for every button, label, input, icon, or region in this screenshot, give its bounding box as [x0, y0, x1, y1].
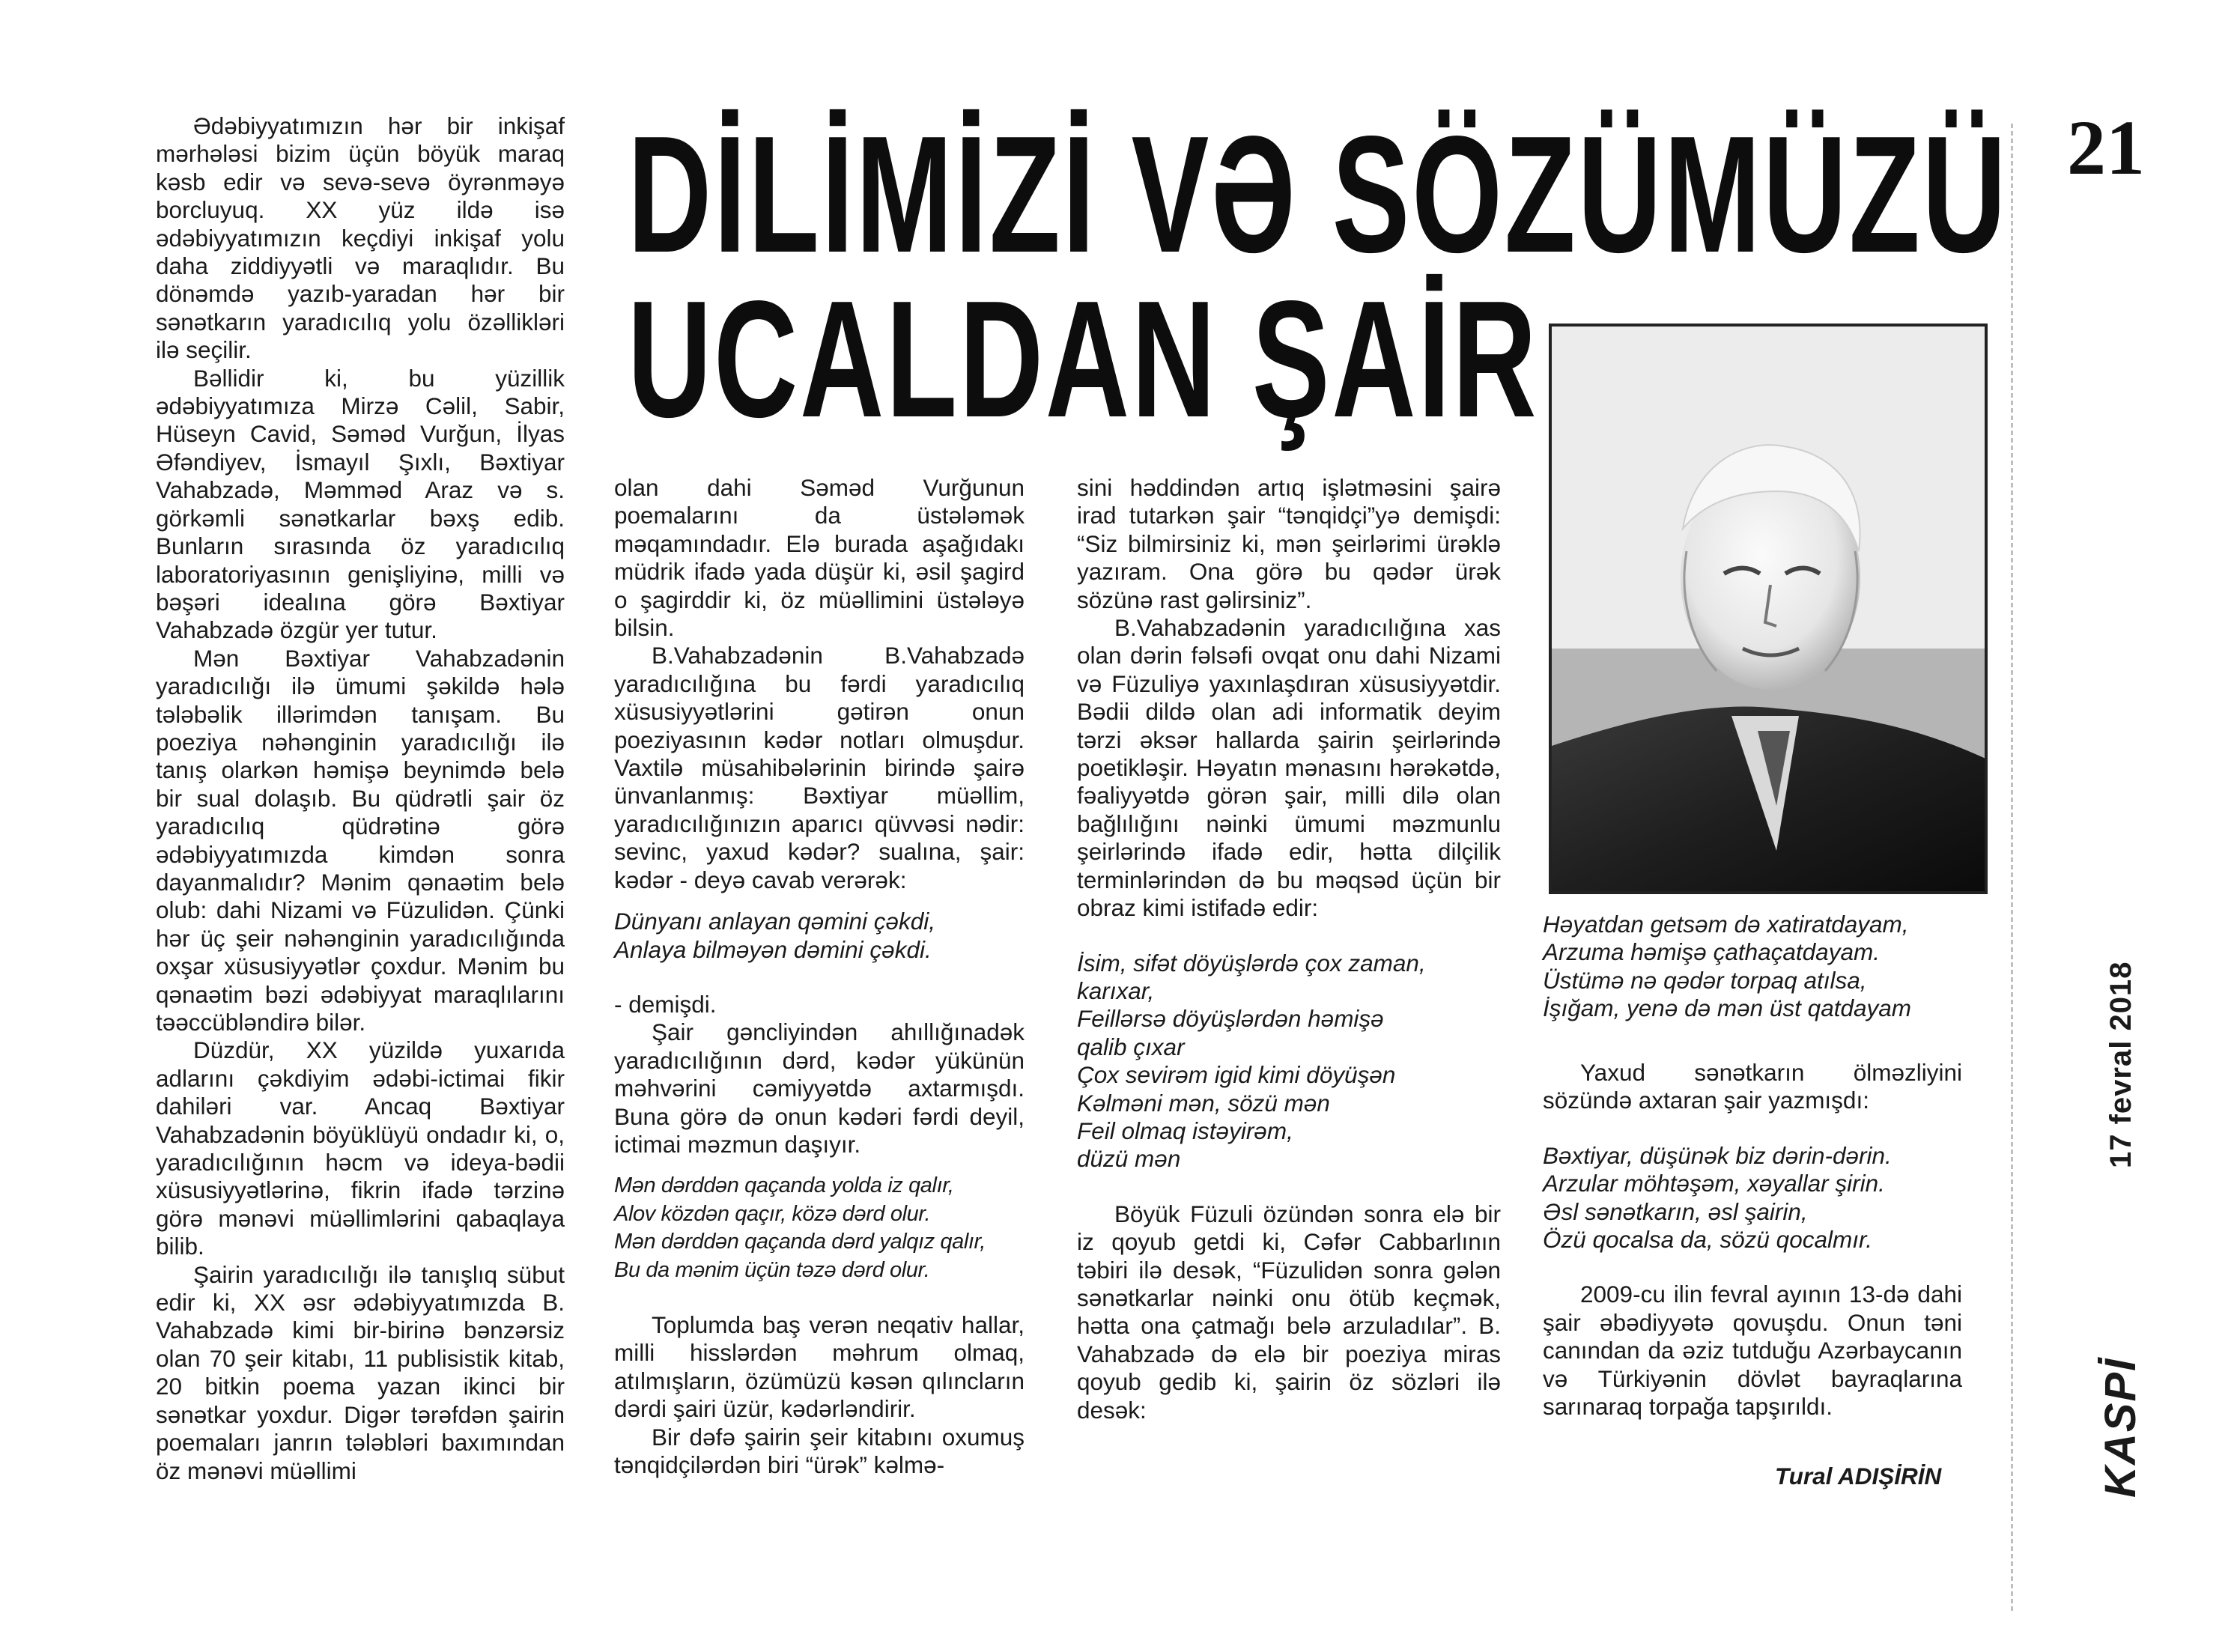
poem-line: İşığam, yenə də mən üst qatdayam	[1543, 994, 1912, 1022]
portrait-illustration	[1552, 327, 1988, 894]
headline-line-2: UCALDAN ŞAİR	[628, 267, 1539, 452]
poem-line: Üstümə nə qədər torpaq atılsa,	[1543, 966, 1867, 994]
poem-line: Arzuma həmişə çathaçatdayam.	[1543, 938, 1880, 966]
article-column-4	[1543, 1059, 1962, 1421]
poem-line: Mən dərddən qaçanda yolda iz qalır,	[614, 1173, 954, 1198]
article-column-1	[156, 112, 565, 1485]
headline-line-1: DİLİMİZİ VƏ SÖZÜMÜZÜ	[628, 102, 2009, 288]
paragraph: Yaxud sənətkarın ölməzliyini sözündə axtaran şair yazmışdı:	[1543, 1059, 1962, 1114]
paragraph: Böyük Füzuli özündən sonra elə bir iz qoyub getdi ki, Cəfər Cabbarlının təbiri ilə desək, “Füzulidən sonra gələn sənətkarlar nəinki onu ötüb keçmək, hətta ona çatmağı belə arzuladılar”. B. Vahabzadə də elə bir poeziya miras qoyub gedib ki, şairin öz sözləri ilə desək:	[1077, 1200, 1501, 1424]
article-column-3	[1077, 474, 1501, 1424]
poem-line: karıxar,	[1077, 977, 1155, 1004]
poem-line: Anlaya bilməyən dəmini çəkdi.	[614, 935, 932, 963]
poem-line: Bəxtiyar, düşünək biz dərin-dərin.	[1543, 1141, 1892, 1169]
poem-line: Çox sevirəm igid kimi döyüşən	[1077, 1061, 1396, 1089]
paragraph: Düzdür, XX yüzildə yuxarıda adlarını çəkdiyim ədəbi-ictimai fikir dahiləri var. Ancaq Bəxtiyar Vahabzadənin böyüklüyü ondadır ki, o, yaradıcılığının həcm və ideya-bədii xüsusiyyətlərinə, fikrin ifadə tərzinə görə mənəvi müəllimlərini qabaqlaya bilib.	[156, 1036, 565, 1260]
poem-line: Alov közdən qaçır, közə dərd olur.	[614, 1201, 931, 1226]
paragraph: Şair gəncliyindən ahıllığınadək yaradıcılığının dərd, kədər yükünün məhvərini cəmiyyətdə axtarmışdı. Buna görə də onun kədəri fərdi deyil, ictimai məzmun daşıyır.	[614, 1018, 1025, 1158]
issue-date: 17 fevral 2018	[2104, 961, 2137, 1168]
paragraph: - demişdi.	[614, 990, 717, 1018]
paragraph: Bəllidir ki, bu yüzillik ədəbiyyatımıza Mirzə Cəlil, Sabir, Hüseyn Cavid, Səməd Vurğun, İlyas Əfəndiyev, İsmayıl Şıxlı, Bəxtiyar Vahabzadə, Məmməd Araz və s. görkəmli sənətkarlar bəxş edib. Bunların sırasında öz yaradıcılıq laboratoriyasının genişliyinə, milli və bəşəri idealına görə Bəxtiyar Vahabzadə özgür yer tutur.	[156, 364, 565, 644]
poem-line: Əsl sənətkarın, əsl şairin,	[1543, 1197, 1808, 1225]
poem-line: düzü mən	[1077, 1145, 1181, 1173]
poem-line: İsim, sifət döyüşlərdə çox zaman,	[1077, 949, 1426, 977]
author-signature: Tural ADIŞİRİN	[1775, 1463, 1942, 1489]
paragraph: olan dahi Səməd Vurğunun poemalarını da üstələmək məqamındadır. Elə burada aşağıdakı müdrik ifadə yada düşür ki, əsil şagird o şagirddir ki, öz müəllimini üstələyə bilsin.	[614, 474, 1025, 642]
paragraph: Ədəbiyyatımızın hər bir inkişaf mərhələsi bizim üçün böyük maraq kəsb edir və sevə-sevə öyrənməyə borcluyuq. XX yüz ildə isə ədəbiyyatımızın keçdiyi inkişaf yolu daha ziddiyyətli və maraqlıdır. Bu dönəmdə yazıb-yaradan hər bir sənətkarın yaradıcılıq yolu özəllikləri ilə seçilir.	[156, 112, 565, 364]
author-portrait-photo	[1549, 324, 1988, 894]
paragraph: Şairin yaradıcılığı ilə tanışlıq sübut edir ki, XX əsr ədəbiyyatımızda B. Vahabzadə kimi bir-birinə bənzərsiz olan 70 şeir kitabı, 11 publisistik kitab, 20 bitkin poema yazan ikinci bir sənətkar yoxdur. Digər tərəfdən şairin poemaları janrın tələbləri baxımından öz mənəvi müəllimi	[156, 1260, 565, 1484]
poem-line: Arzular möhtəşəm, xəyallar şirin.	[1543, 1170, 1885, 1197]
paragraph: B.Vahabzadənin yaradıcılığına xas olan dərin fəlsəfi ovqat onu dahi Nizami və Füzuliyə yaxınlaşdıran xüsusiyyətdir. Bədii dildə olan adi informatik deyim tərzi əksər hallarda şairin şeirlərində poetikləşir. Həyatın mənasını hərəkətdə, fəaliyyətdə görən şair, milli dilə olan bağlılığını nəinki ümumi məzmunlu şeirlərində ifadə edir, hətta dilçilik terminlərindən də bu məqsəd üçün bir obraz kimi istifadə edir:	[1077, 614, 1501, 922]
paragraph: Bir dəfə şairin şeir kitabını oxumuş tənqidçilərdən biri “ürək” kəlmə-	[614, 1423, 1025, 1478]
poem-line: Mən dərddən qaçanda dərd yalqız qalır,	[614, 1230, 986, 1254]
poem-line: Bu da mənim üçün təzə dərd olur.	[614, 1257, 930, 1282]
poem-line: Feillərsə döyüşlərdən həmişə	[1077, 1005, 1384, 1033]
poem-line: qalib çıxar	[1077, 1033, 1185, 1060]
photo-caption-poem	[1543, 911, 1992, 1023]
poem-line: Feil olmaq istəyirəm,	[1077, 1117, 1293, 1144]
headline	[628, 102, 2009, 452]
poem-line: Həyatdan getsəm də xatiratdayam,	[1543, 911, 1909, 938]
paragraph: 2009-cu ilin fevral ayının 13-də dahi şair əbədiyyətə qovuşdu. Onun təni canından da əziz tutduğu Azərbaycanın və Türkiyənin dövlət bayraqlarına sarınaraq torpağa tapşırıldı.	[1543, 1281, 1962, 1421]
poem-line: Kəlməni mən, sözü mən	[1077, 1089, 1330, 1117]
paragraph: Toplumda baş verən neqativ hallar, milli hisslərdən məhrum olmaq, atılmışların, özümüzü kəsən qılıncların dərdi şairi üzür, kədərləndirir.	[614, 1311, 1025, 1423]
paragraph: Mən Bəxtiyar Vahabzadənin yaradıcılığı ilə ümumi şəkildə hələ tələbəlik illərimdən tanışam. Bu poeziya nəhənginin yaradıcılığı ilə tanış olarkən həmişə beynimdə belə bir sual dolaşıb. Bu qüdrətli şair öz yaradıcılıq qüdrətinə görə ədəbiyyatımızda kimdən sonra dayanmalıdır? Mənim qənaətim belə olub: dahi Nizami və Füzulidən. Çünki hər üç şeir nəhənginin yaradıcılığında oxşar xüsusiyyətlər çoxdur. Mənim bu qənaətim bəzi ədəbiyyat maraqlılarını təəccübləndirə bilər.	[156, 644, 565, 1036]
paragraph: sini həddindən artıq işlətməsini şairə irad tutarkən şair “tənqidçi”yə demişdi: “Siz bilmirsiniz ki, mən şeirlərimi ürəklə yazıram. Ona görə bu qədər ürək sözünə rast gəlirsiniz”.	[1077, 474, 1501, 613]
article-column-2	[614, 474, 1025, 1479]
paragraph: B.Vahabzadənin B.Vahabzadə yaradıcılığına bu fərdi yaradıcılıq xüsusiyyətlərini gətirən onun poeziyasının kədər notları olmuşdur. Vaxtilə müsahibələrinin birində şairə ünvanlanmış: Bəxtiyar müəllim, yaradıcılığınızın aparıcı qüvvəsi nədir: sevinc, yaxud kədər? sualına, şair: kədər - deyə cavab verərək:	[614, 642, 1025, 893]
poem-line: Dünyanı anlayan qəmini çəkdi,	[614, 908, 936, 935]
page-number: 21	[2067, 105, 2145, 191]
newspaper-logo: KASPİ	[2096, 1357, 2145, 1498]
vertical-rule	[2011, 124, 2013, 1614]
poem-line: Özü qocalsa da, sözü qocalmır.	[1543, 1226, 1873, 1254]
